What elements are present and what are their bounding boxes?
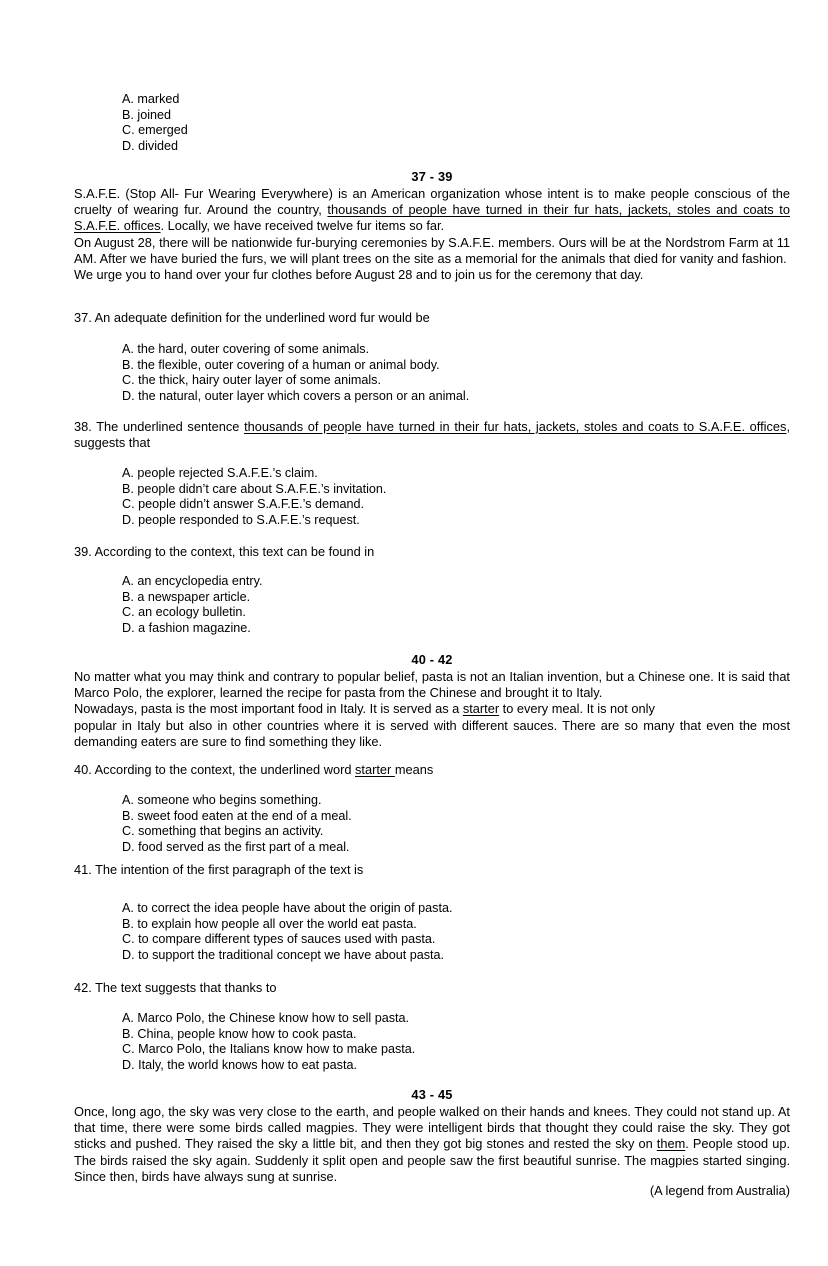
option-item[interactable]: B. the flexible, outer covering of a human or animal body. bbox=[122, 357, 440, 372]
q36-option-list bbox=[74, 92, 790, 154]
option-item[interactable]: A. someone who begins something. bbox=[122, 793, 322, 807]
passage-text: Nowadays, pasta is the most important food in Italy. It is served as a bbox=[74, 701, 463, 717]
underlined-phrase: thousands of people have turned in their fur hats, jackets, stoles and coats to S.A.F.E. offices bbox=[244, 419, 787, 434]
option-item[interactable]: D. a fashion magazine. bbox=[122, 620, 251, 635]
source-credit: (A legend from Australia) bbox=[649, 1183, 790, 1198]
underlined-word: starter bbox=[462, 701, 500, 717]
question-text: means bbox=[394, 762, 434, 777]
passage-paragraph bbox=[74, 186, 790, 235]
passage-text: to every meal. It is not only bbox=[499, 701, 655, 717]
passage-text: . People stood up. The birds raised the sky again. Suddenly it split open and people saw the first beautiful sunrise. The magpies started singing. Since then, birds have always sung at sunrise. bbox=[74, 1136, 790, 1184]
option-item[interactable]: D. food served as the first part of a meal. bbox=[122, 839, 350, 854]
q38-option-list bbox=[74, 466, 790, 528]
option-item[interactable]: D. people responded to S.A.F.E.’s request. bbox=[122, 512, 360, 527]
option-item[interactable]: C. emerged bbox=[122, 123, 188, 138]
option-item[interactable]: C. an ecology bulletin. bbox=[122, 605, 246, 620]
passage-paragraph: No matter what you may think and contrary to popular belief, pasta is not an Italian invention, but a Chinese one. It is said that Marco Polo, the explorer, learned the recipe for pasta from the Chinese and brought it to Italy. bbox=[74, 669, 790, 701]
option-item[interactable]: D. the natural, outer layer which covers a person or an animal. bbox=[122, 388, 470, 403]
option-item[interactable]: B. joined bbox=[122, 107, 172, 122]
option-item[interactable]: B. to explain how people all over the world eat pasta. bbox=[122, 916, 417, 931]
q42-option-list bbox=[74, 1011, 790, 1073]
question-37-stem: 37. An adequate definition for the underlined word fur would be bbox=[74, 310, 430, 325]
underlined-word: starter bbox=[355, 762, 395, 777]
option-item[interactable]: C. something that begins an activity. bbox=[122, 824, 324, 839]
option-item[interactable]: C. people didn’t answer S.A.F.E.’s demand. bbox=[122, 497, 364, 512]
option-item[interactable]: D. Italy, the world knows how to eat pasta. bbox=[122, 1057, 357, 1072]
passage-37-39 bbox=[74, 186, 790, 283]
q37-option-list bbox=[74, 342, 790, 404]
option-item[interactable]: C. to compare different types of sauces used with pasta. bbox=[122, 932, 436, 947]
option-item[interactable]: B. a newspaper article. bbox=[122, 589, 251, 604]
option-item[interactable]: A. Marco Polo, the Chinese know how to sell pasta. bbox=[122, 1011, 410, 1025]
section-heading-40-42: 40 - 42 bbox=[411, 652, 453, 667]
passage-paragraph: popular in Italy but also in other countries where it is served with different sauces. There are so many that even the most demanding eaters are sure to find something they like. bbox=[74, 717, 790, 749]
question-40-stem bbox=[74, 762, 790, 778]
option-item[interactable]: B. China, people know how to cook pasta. bbox=[122, 1026, 357, 1041]
option-item[interactable]: D. divided bbox=[122, 138, 179, 153]
section-heading-37-39: 37 - 39 bbox=[411, 169, 453, 184]
option-item[interactable]: A. the hard, outer covering of some animals. bbox=[122, 342, 370, 356]
option-item[interactable]: C. the thick, hairy outer layer of some animals. bbox=[122, 373, 381, 388]
underlined-phrase: thousands of people have turned in their fur hats, jackets, stoles and coats to S.A.F.E. offices bbox=[74, 202, 790, 234]
underlined-word: them bbox=[656, 1136, 686, 1152]
passage-40-42 bbox=[74, 669, 790, 750]
passage-paragraph bbox=[74, 1104, 790, 1185]
passage-paragraph: We urge you to hand over your fur clothes before August 28 and to join us for the ceremony that day. bbox=[74, 267, 644, 283]
q39-option-list bbox=[74, 574, 790, 636]
section-heading-43-45: 43 - 45 bbox=[411, 1087, 453, 1102]
question-42-stem: 42. The text suggests that thanks to bbox=[74, 980, 277, 995]
question-text: , suggests that bbox=[74, 419, 791, 451]
option-item[interactable]: A. marked bbox=[122, 92, 180, 106]
passage-text: . Locally, we have received twelve fur items so far. bbox=[160, 218, 445, 234]
passage-text: Once, long ago, the sky was very close to the earth, and people walked on their hands and knees. They could not stand up. At that time, there were some birds called magpies. They were intelligent birds that thought they could raise the sky. They got sticks and pushed. They raised the sky a little bit, and then they got big stones and rested the sky on bbox=[74, 1104, 790, 1152]
q40-option-list bbox=[74, 793, 790, 855]
option-item[interactable]: D. to support the traditional concept we have about pasta. bbox=[122, 947, 445, 962]
question-41-stem: 41. The intention of the first paragraph of the text is bbox=[74, 862, 364, 877]
option-item[interactable]: A. people rejected S.A.F.E.’s claim. bbox=[122, 466, 318, 480]
option-item[interactable]: A. to correct the idea people have about the origin of pasta. bbox=[122, 901, 453, 915]
passage-paragraph bbox=[74, 701, 790, 717]
question-text: 40. According to the context, the underlined word bbox=[74, 762, 356, 777]
passage-text: S.A.F.E. (Stop All- Fur Wearing Everywhere) is an American organization whose intent is to make people conscious of the cruelty of wearing fur. Around the country, bbox=[74, 186, 790, 218]
option-item[interactable]: B. sweet food eaten at the end of a meal. bbox=[122, 808, 352, 823]
question-39-stem: 39. According to the context, this text can be found in bbox=[74, 544, 375, 559]
question-text: 38. The underlined sentence bbox=[74, 419, 245, 434]
passage-43-45 bbox=[74, 1104, 790, 1185]
question-38-stem bbox=[74, 419, 790, 451]
option-item[interactable]: B. people didn’t care about S.A.F.E.’s invitation. bbox=[122, 481, 387, 496]
option-item[interactable]: A. an encyclopedia entry. bbox=[122, 574, 263, 588]
passage-paragraph: On August 28, there will be nationwide fur-burying ceremonies by S.A.F.E. members. Ours will be at the Nordstrom Farm at 11 AM. After we have buried the furs, we will plant trees on the site as a memorial for the animals that died for vanity and fashion. bbox=[74, 234, 790, 266]
option-item[interactable]: C. Marco Polo, the Italians know how to make pasta. bbox=[122, 1042, 416, 1057]
q41-option-list bbox=[74, 901, 790, 963]
